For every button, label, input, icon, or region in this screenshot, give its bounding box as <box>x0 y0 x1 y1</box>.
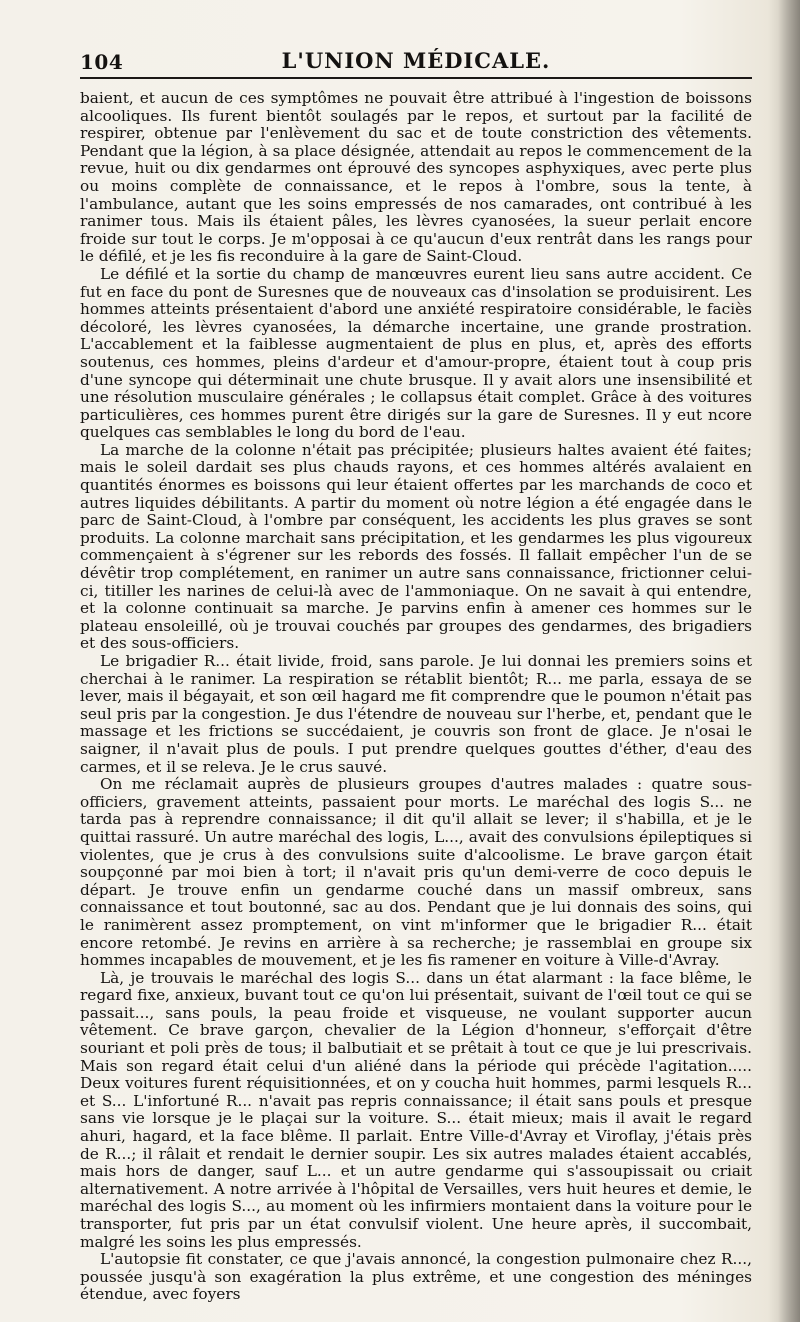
paragraph: baient, et aucun de ces symptômes ne pouvait être attribué à l'ingestion de boissons alcooliques. Ils furent bientôt soulagés par le repos, et surtout par la facilité de respirer, obtenue par l'enlèvement du sac et de toute constriction des vêtements. Pendant que la légion, à sa place désignée, attendait au repos le commencement de la revue, huit ou dix gendarmes ont éprouvé des syncopes asphyxiques, avec perte plus ou moins complète de connaissance, et le repos à l'ombre, sous la tente, à l'ambulance, autant que les soins empressés de nos camarades, ont contribué à les ranimer tous. Mais ils étaient pâles, les lèvres cyanosées, la sueur perlait encore froide sur tout le corps. Je m'opposai à ce qu'aucun d'eux rentrât dans les rangs pour le défilé, et je les fis reconduire à la gare de Saint-Cloud. <box>80 89 752 266</box>
running-title: L'UNION MÉDICALE. <box>281 48 551 73</box>
page-header <box>80 44 752 78</box>
paragraph: Le brigadier R... était livide, froid, sans parole. Je lui donnai les premiers soins et cherchai à le ranimer. La respiration se rétablit bientôt; R... me parla, essaya de se lever, mais il bégayait, et son œil hagard me fit comprendre que le poumon n'était pas seul pris par la congestion. Je dus l'étendre de nouveau sur l'herbe, et, pendant que le massage et les frictions se succédaient, je couvris son front de glace. Je n'osai le saigner, il n'avait plus de pouls. I put prendre quelques gouttes d'éther, d'eau des carmes, et il se releva. Je le crus sauvé. <box>80 652 752 776</box>
page-number: 104 <box>80 50 124 74</box>
page-spine-shadow <box>778 0 800 1322</box>
header-rule <box>80 77 752 79</box>
paragraph: L'autopsie fit constater, ce que j'avais annoncé, la congestion pulmonaire chez R..., poussée jusqu'à son exagération la plus extrême, et une congestion des méninges étendue, avec foyers <box>80 1250 752 1304</box>
paragraph: On me réclamait auprès de plusieurs groupes d'autres malades : quatre sous-officiers, gravement atteints, passaient pour morts. Le maréchal des logis S... ne tarda pas à reprendre connaissance; il dit qu'il allait se lever; il s'habilla, et je le quittai rassuré. Un autre maréchal des logis, L..., avait des convulsions épileptiques si violentes, que je crus à des convulsions suite d'alcoolisme. Le brave garçon était soupçonné par moi bien à tort; il n'avait pris qu'un demi-verre de coco depuis le départ. Je trouve enfin un gendarme couché dans un massif ombreux, sans connaissance et tout boutonné, sac au dos. Pendant que je lui donnais des soins, qui le ranimèrent assez promptement, on vint m'informer que le brigadier R... était encore retombé. Je revins en arrière à sa recherche; je rassemblai en groupe six hommes incapables de mouvement, et je les fis ramener en voiture à Ville-d'Avray. <box>80 775 752 970</box>
paragraph: Là, je trouvais le maréchal des logis S... dans un état alarmant : la face blême, le regard fixe, anxieux, buvant tout ce qu'on lui présentait, suivant de l'œil tout ce qui se passait..., sans pouls, la peau froide et visqueuse, ne voulant supporter aucun vêtement. Ce brave garçon, chevalier de la Légion d'honneur, s'efforçait d'être souriant et poli près de tous; il balbutiait et se prêtait à tout ce que je lui prescrivais. Mais son regard était celui d'un aliéné dans la période qui précède l'agitation..... Deux voitures furent réquisitionnées, et on y coucha huit hommes, parmi lesquels R... et S... L'infortuné R... n'avait pas repris connaissance; il était sans pouls et presque sans vie lorsque je le plaçai sur la voiture. S... était mieux; mais il avait le regard ahuri, hagard, et la face blême. Il parlait. Entre Ville-d'Avray et Viroflay, j'étais près de R...; il râlait et rendait le dernier soupir. Les six autres malades étaient accablés, mais hors de danger, sauf L... et un autre gendarme qui s'assoupissait ou criait alternativement. A notre arrivée à l'hôpital de Versailles, vers huit heures et demie, le maréchal des logis S..., au moment où les infirmiers montaient dans la voiture pour le transporter, fut pris par un état convulsif violent. Une heure après, il succombait, malgré les soins les plus empressés. <box>80 968 752 1251</box>
paragraph: Le défilé et la sortie du champ de manœuvres eurent lieu sans autre accident. Ce fut en face du pont de Suresnes que de nouveaux cas d'insolation se produisirent. Les hommes atteints présentaient d'abord une anxiété respiratoire considérable, le faciès décoloré, les lèvres cyanosées, la démarche incertaine, une grande prostration. L'accablement et la faiblesse augmentaient de plus en plus, et, après des efforts soutenus, ces hommes, pleins d'ardeur et d'amour-propre, étaient tout à coup pris d'une syncope qui déterminait une chute brusque. Il y avait alors une insensibilité et une résolution musculaire générales ; le collapsus était complet. Grâce à des voitures particulières, ces hommes purent être dirigés sur la gare de Suresnes. Il y eut ncore quelques cas semblables le long du bord de l'eau. <box>80 264 752 442</box>
paragraph: La marche de la colonne n'était pas précipitée; plusieurs haltes avaient été faites; mais le soleil dardait ses plus chauds rayons, et ces hommes altérés avalaient en quantités énormes es boissons qui leur étaient offertes par les marchands de coco et autres liquides débilitants. A partir du moment où notre légion a été engagée dans le parc de Saint-Cloud, à l'ombre par conséquent, les accidents les plus graves se sont produits. La colonne marchait sans précipitation, et les gendarmes les plus vigoureux commençaient à s'égrener sur les rebords des fossés. Il fallait empêcher l'un de se dévêtir trop complétement, en ranimer un autre sans connaissance, frictionner celui-ci, titiller les narines de celui-là avec de l'ammoniaque. On ne savait à qui entendre, et la colonne continuait sa marche. Je parvins enfin à amener ces hommes sur le plateau ensoleillé, où je trouvai couchés par groupes des gendarmes, des brigadiers et des sous-officiers. <box>80 440 752 653</box>
article-body <box>80 90 752 1304</box>
